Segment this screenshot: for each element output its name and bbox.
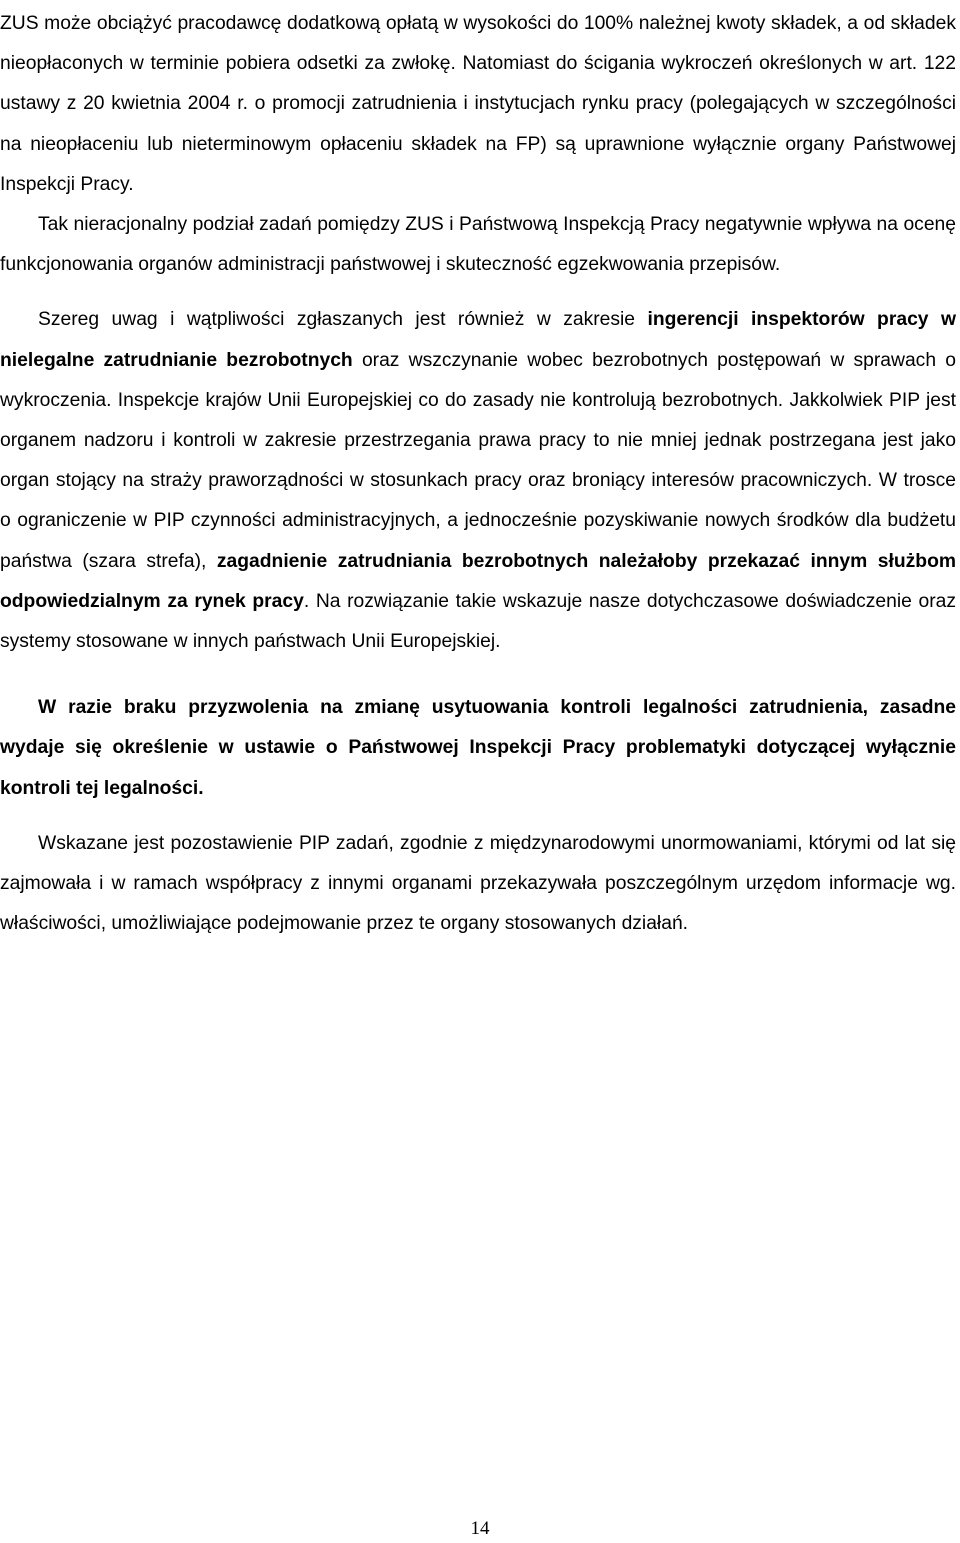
paragraph-division-of-tasks: Tak nieracjonalny podział zadań pomiędzy ZUS i Państwową Inspekcją Pracy negatywnie wpływa na ocenę funkcjonowania organów administracji państwowej i skuteczność egzekwowania przepisów. [0, 214, 956, 276]
paragraph-legality-control-bold: W razie braku przyzwolenia na zmianę usytuowania kontroli legalności zatrudnienia, zasadne wydaje się określenie w ustawie o Państwowej Inspekcji Pracy problematyki dotyczącej wyłącznie kontroli tej legalności. [0, 697, 956, 799]
paragraph-unemployed-control-part-2: oraz wszczynanie wobec bezrobotnych postępowań w sprawach o wykroczenia. Inspekcje krajów Unii Europejskiej co do zasady nie kontrolują bezrobotnych. Jakkolwiek PIP jest organem nadzoru i kontroli w zakresie przestrzegania prawa pracy to nie mniej jednak postrzegana jest jako organ stojący na straży praworządności w stosunkach pracy oraz broniący interesów pracowniczych. W trosce o ograniczenie w PIP czynności administracyjnych, a jednocześnie pozyskiwanie nowych środków dla budżetu państwa (szara strefa), [0, 349, 956, 572]
emphasis-inspector-interference: ingerencji inspektorów pracy w nielegalne zatrudnianie bezrobotnych [0, 309, 956, 371]
document-body [0, 4, 956, 944]
paragraph-unemployed-control-part-3: . Na rozwiązanie takie wskazuje nasze dotychczasowe doświadczenie oraz systemy stosowane w innych państwach Unii Europejskiej. [0, 590, 956, 653]
paragraph-zus-fees-sentence-2: Natomiast do ścigania wykroczeń określonych w art. 122 ustawy z 20 kwietnia 2004 r. o promocji zatrudnienia i instytucjach rynku pracy (polegających w szczególności na nieopłaceniu lub nieterminowym opłaceniu składek na FP) są uprawnione wyłącznie organy Państwowej Inspekcji Pracy. [0, 53, 956, 195]
paragraph-zus-fees-sentence-1: ZUS może obciążyć pracodawcę dodatkową opłatą w wysokości do 100% należnej kwoty składek, a od składek nieopłaconych w terminie pobiera odsetki za zwłokę. [0, 13, 956, 75]
paragraph-unemployed-control-part-1: Szereg uwag i wątpliwości zgłaszanych jest również w zakresie [38, 309, 648, 331]
page-number: 14 [470, 1518, 490, 1539]
paragraph-zus-fees [0, 4, 956, 205]
paragraph-pip-tasks: Wskazane jest pozostawienie PIP zadań, zgodnie z międzynarodowymi unormowaniami, którymi od lat się zajmowała i w ramach współpracy z innymi organami przekazywała poszczególnym urzędom informacje wg. właściwości, umożliwiające podejmowanie przez te organy stosowanych działań. [0, 832, 956, 935]
paragraph-unemployed-control [0, 300, 956, 662]
emphasis-transfer-to-labour-market-services: zagadnienie zatrudniania bezrobotnych należałoby przekazać innym służbom odpowiedzialnym za rynek pracy [0, 550, 956, 612]
